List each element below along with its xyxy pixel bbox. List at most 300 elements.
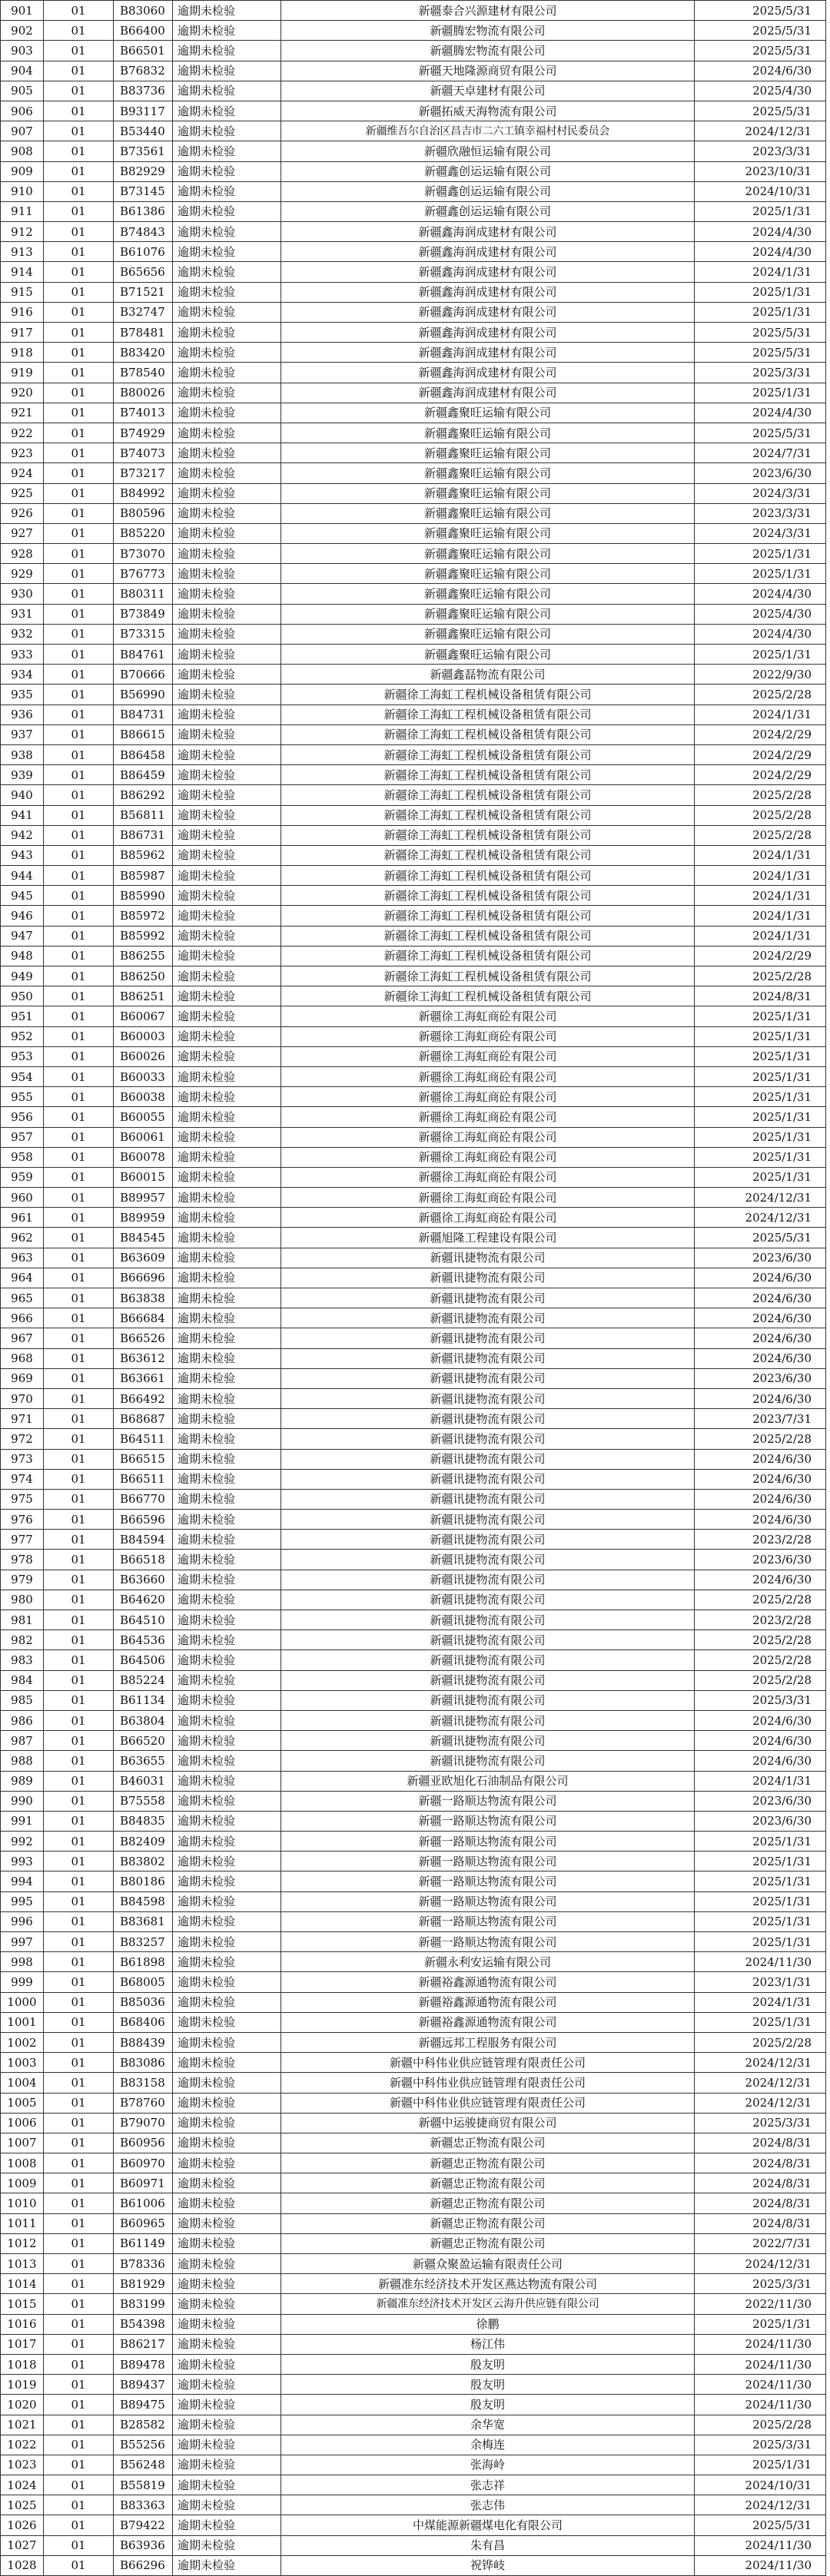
plate-type-cell: 01 [44,1911,114,1931]
plate-type-cell: 01 [44,21,114,41]
table-row [1,685,826,705]
plate-number-cell: B89475 [114,2395,173,2415]
table-row [1,2053,826,2073]
status-cell: 逾期未检验 [173,1388,281,1408]
table-row [1,1368,826,1388]
status-cell: 逾期未检验 [173,1006,281,1026]
owner-name-cell: 新疆忠正物流有限公司 [281,2193,695,2213]
inspection-due-date-cell: 2025/4/30 [695,604,826,624]
owner-name-cell: 新疆鑫聚旺运输有限公司 [281,423,695,443]
row-number-cell: 964 [1,1268,44,1288]
row-number-cell: 970 [1,1388,44,1408]
table-row [1,744,826,764]
plate-type-cell: 01 [44,946,114,966]
inspection-due-date-cell: 2023/6/30 [695,1248,826,1268]
owner-name-cell: 新疆徐工海虹商砼有限公司 [281,1167,695,1187]
plate-number-cell: B56248 [114,2455,173,2475]
plate-type-cell: 01 [44,1087,114,1107]
plate-type-cell: 01 [44,1228,114,1248]
plate-number-cell: B56811 [114,805,173,825]
plate-number-cell: B84731 [114,705,173,724]
owner-name-cell: 新疆讯捷物流有限公司 [281,1530,695,1550]
plate-type-cell: 01 [44,1751,114,1771]
row-number-cell: 1013 [1,2254,44,2274]
row-number-cell: 1015 [1,2294,44,2314]
owner-name-cell: 新疆亚欧旭化石油制品有限公司 [281,1771,695,1791]
owner-name-cell: 新疆鑫聚旺运输有限公司 [281,403,695,423]
plate-type-cell: 01 [44,564,114,584]
row-number-cell: 1009 [1,2173,44,2193]
status-cell: 逾期未检验 [173,604,281,624]
inspection-due-date-cell: 2024/2/29 [695,765,826,785]
status-cell: 逾期未检验 [173,383,281,403]
inspection-due-date-cell: 2024/12/31 [695,2053,826,2073]
row-number-cell: 976 [1,1510,44,1530]
status-cell: 逾期未检验 [173,946,281,966]
plate-type-cell: 01 [44,1368,114,1388]
status-cell: 逾期未检验 [173,2032,281,2052]
status-cell: 逾期未检验 [173,1046,281,1066]
owner-name-cell: 新疆鑫海润成建材有限公司 [281,242,695,262]
table-row [1,463,826,483]
plate-type-cell: 01 [44,1530,114,1550]
row-number-cell: 929 [1,564,44,584]
table-row [1,2435,826,2455]
inspection-due-date-cell: 2023/7/31 [695,1409,826,1429]
row-number-cell: 1012 [1,2233,44,2253]
table-row [1,564,826,584]
status-cell: 逾期未检验 [173,443,281,463]
owner-name-cell: 杨江伟 [281,2334,695,2354]
row-number-cell: 978 [1,1550,44,1570]
status-cell: 逾期未检验 [173,1710,281,1730]
row-number-cell: 963 [1,1248,44,1268]
plate-type-cell: 01 [44,2093,114,2113]
row-number-cell: 949 [1,966,44,986]
owner-name-cell: 新疆中运骏捷商贸有限公司 [281,2113,695,2133]
row-number-cell: 955 [1,1087,44,1107]
inspection-due-date-cell: 2025/1/31 [695,383,826,403]
owner-name-cell: 新疆一路顺达物流有限公司 [281,1832,695,1852]
table-row [1,1348,826,1368]
row-number-cell: 930 [1,584,44,604]
row-number-cell: 1007 [1,2133,44,2153]
plate-type-cell: 01 [44,1871,114,1891]
plate-number-cell: B71521 [114,282,173,302]
plate-number-cell: B83199 [114,2294,173,2314]
inspection-due-date-cell: 2024/8/31 [695,2133,826,2153]
inspection-due-date-cell: 2023/6/30 [695,1811,826,1831]
row-number-cell: 944 [1,866,44,886]
table-row [1,1731,826,1751]
status-cell: 逾期未检验 [173,141,281,161]
status-cell: 逾期未检验 [173,523,281,543]
row-number-cell: 1018 [1,2354,44,2374]
inspection-due-date-cell: 2025/1/31 [695,1911,826,1931]
row-number-cell: 934 [1,665,44,685]
status-cell: 逾期未检验 [173,1911,281,1931]
owner-name-cell: 新疆徐工海虹商砼有限公司 [281,1026,695,1046]
inspection-due-date-cell: 2025/2/28 [695,825,826,845]
plate-type-cell: 01 [44,2053,114,2073]
table-row [1,2274,826,2294]
inspection-due-date-cell: 2022/11/30 [695,2294,826,2314]
status-cell: 逾期未检验 [173,685,281,705]
owner-name-cell: 新疆天地隆源商贸有限公司 [281,61,695,81]
plate-number-cell: B86255 [114,946,173,966]
row-number-cell: 936 [1,705,44,724]
table-row [1,1570,826,1590]
plate-number-cell: B66526 [114,1328,173,1348]
owner-name-cell: 新疆天卓建材有限公司 [281,81,695,101]
table-row [1,242,826,262]
plate-number-cell: B80186 [114,1871,173,1891]
plate-type-cell: 01 [44,2274,114,2294]
table-row [1,1147,826,1167]
inspection-due-date-cell: 2023/6/30 [695,1368,826,1388]
plate-number-cell: B60061 [114,1127,173,1147]
plate-number-cell: B84594 [114,1530,173,1550]
status-cell: 逾期未检验 [173,403,281,423]
inspection-due-date-cell: 2024/11/30 [695,2354,826,2374]
status-cell: 逾期未检验 [173,2435,281,2455]
row-number-cell: 1010 [1,2193,44,2213]
plate-number-cell: B82409 [114,1832,173,1852]
status-cell: 逾期未检验 [173,866,281,886]
row-number-cell: 956 [1,1107,44,1127]
inspection-due-date-cell: 2024/6/30 [695,1328,826,1348]
owner-name-cell: 新疆徐工海虹工程机械设备租赁有限公司 [281,825,695,845]
plate-type-cell: 01 [44,705,114,724]
owner-name-cell: 新疆鑫创运运输有限公司 [281,201,695,221]
plate-type-cell: 01 [44,1409,114,1429]
table-row [1,1530,826,1550]
row-number-cell: 923 [1,443,44,463]
inspection-due-date-cell: 2025/1/31 [695,1066,826,1086]
row-number-cell: 1021 [1,2415,44,2435]
status-cell: 逾期未检验 [173,926,281,946]
table-row [1,403,826,423]
table-row [1,624,826,644]
inspection-due-date-cell: 2025/1/31 [695,1046,826,1066]
plate-type-cell: 01 [44,645,114,665]
row-number-cell: 958 [1,1147,44,1167]
plate-number-cell: B60970 [114,2153,173,2173]
row-number-cell: 942 [1,825,44,845]
plate-type-cell: 01 [44,2475,114,2495]
inspection-due-date-cell: 2025/5/31 [695,41,826,61]
table-row [1,645,826,665]
plate-number-cell: B68406 [114,2012,173,2032]
plate-number-cell: B86217 [114,2334,173,2354]
plate-number-cell: B32747 [114,302,173,322]
table-row [1,262,826,282]
status-cell: 逾期未检验 [173,1550,281,1570]
owner-name-cell: 新疆裕鑫源通物流有限公司 [281,1972,695,1992]
row-number-cell: 984 [1,1670,44,1690]
row-number-cell: 939 [1,765,44,785]
status-cell: 逾期未检验 [173,2213,281,2233]
plate-number-cell: B70666 [114,665,173,685]
inspection-due-date-cell: 2025/3/31 [695,2274,826,2294]
table-row [1,1066,826,1086]
table-row [1,1489,826,1509]
row-number-cell: 941 [1,805,44,825]
table-row [1,101,826,121]
row-number-cell: 1005 [1,2093,44,2113]
table-row [1,2375,826,2395]
status-cell: 逾期未检验 [173,1328,281,1348]
inspection-due-date-cell: 2024/11/30 [695,2334,826,2354]
owner-name-cell: 新疆徐工海虹商砼有限公司 [281,1188,695,1208]
row-number-cell: 906 [1,101,44,121]
owner-name-cell: 新疆鑫聚旺运输有限公司 [281,544,695,564]
status-cell: 逾期未检验 [173,1429,281,1449]
table-row [1,2334,826,2354]
plate-number-cell: B63612 [114,1348,173,1368]
table-row [1,1409,826,1429]
owner-name-cell: 新疆讯捷物流有限公司 [281,1248,695,1268]
status-cell: 逾期未检验 [173,2133,281,2153]
status-cell: 逾期未检验 [173,544,281,564]
plate-type-cell: 01 [44,101,114,121]
inspection-due-date-cell: 2024/1/31 [695,705,826,724]
owner-name-cell: 新疆忠正物流有限公司 [281,2133,695,2153]
table-row [1,1127,826,1147]
inspection-due-date-cell: 2024/6/30 [695,1570,826,1590]
plate-type-cell: 01 [44,141,114,161]
plate-number-cell: B60078 [114,1147,173,1167]
plate-number-cell: B54398 [114,2314,173,2334]
plate-number-cell: B79070 [114,2113,173,2133]
table-row [1,1751,826,1771]
inspection-due-date-cell: 2024/6/30 [695,1348,826,1368]
owner-name-cell: 新疆鑫聚旺运输有限公司 [281,503,695,523]
plate-number-cell: B66596 [114,1510,173,1530]
row-number-cell: 1008 [1,2153,44,2173]
plate-number-cell: B83158 [114,2073,173,2093]
plate-type-cell: 01 [44,2354,114,2374]
status-cell: 逾期未检验 [173,121,281,141]
inspection-due-date-cell: 2025/5/31 [695,1,826,21]
row-number-cell: 1004 [1,2073,44,2093]
plate-type-cell: 01 [44,1932,114,1952]
plate-type-cell: 01 [44,1731,114,1751]
plate-type-cell: 01 [44,1510,114,1530]
status-cell: 逾期未检验 [173,1,281,21]
plate-type-cell: 01 [44,1388,114,1408]
table-row [1,1208,826,1228]
table-row [1,2475,826,2495]
inspection-due-date-cell: 2024/1/31 [695,1771,826,1791]
plate-number-cell: B60026 [114,1046,173,1066]
row-number-cell: 919 [1,363,44,383]
row-number-cell: 983 [1,1650,44,1670]
plate-number-cell: B89437 [114,2375,173,2395]
row-number-cell: 965 [1,1288,44,1308]
owner-name-cell: 新疆鑫海润成建材有限公司 [281,302,695,322]
table-row [1,1650,826,1670]
table-row [1,1328,826,1348]
plate-number-cell: B83420 [114,343,173,363]
table-row [1,825,826,845]
table-row [1,2294,826,2314]
inspection-due-date-cell: 2024/1/31 [695,845,826,865]
plate-type-cell: 01 [44,2294,114,2314]
row-number-cell: 1011 [1,2213,44,2233]
inspection-due-date-cell: 2025/1/31 [695,2314,826,2334]
owner-name-cell: 新疆讯捷物流有限公司 [281,1510,695,1530]
plate-type-cell: 01 [44,1308,114,1328]
plate-type-cell: 01 [44,624,114,644]
plate-type-cell: 01 [44,2375,114,2395]
row-number-cell: 952 [1,1026,44,1046]
row-number-cell: 985 [1,1690,44,1710]
row-number-cell: 966 [1,1308,44,1328]
inspection-due-date-cell: 2024/11/30 [695,2555,826,2575]
table-row [1,1087,826,1107]
inspection-due-date-cell: 2024/1/31 [695,906,826,926]
table-row [1,2213,826,2233]
inspection-due-date-cell: 2023/3/31 [695,503,826,523]
plate-number-cell: B66296 [114,2555,173,2575]
status-cell: 逾期未检验 [173,463,281,483]
plate-number-cell: B28582 [114,2415,173,2435]
owner-name-cell: 新疆徐工海虹商砼有限公司 [281,1087,695,1107]
plate-type-cell: 01 [44,302,114,322]
plate-type-cell: 01 [44,926,114,946]
status-cell: 逾期未检验 [173,886,281,906]
plate-type-cell: 01 [44,242,114,262]
inspection-due-date-cell: 2025/1/31 [695,1087,826,1107]
inspection-due-date-cell: 2025/2/28 [695,2032,826,2052]
row-number-cell: 945 [1,886,44,906]
owner-name-cell: 新疆徐工海虹工程机械设备租赁有限公司 [281,886,695,906]
plate-type-cell: 01 [44,685,114,705]
status-cell: 逾期未检验 [173,645,281,665]
plate-number-cell: B64620 [114,1590,173,1610]
plate-type-cell: 01 [44,41,114,61]
status-cell: 逾期未检验 [173,2254,281,2274]
plate-number-cell: B66501 [114,41,173,61]
table-row [1,523,826,543]
owner-name-cell: 新疆腾宏物流有限公司 [281,41,695,61]
status-cell: 逾期未检验 [173,2012,281,2032]
status-cell: 逾期未检验 [173,2535,281,2555]
table-row [1,1710,826,1730]
plate-type-cell: 01 [44,604,114,624]
table-row [1,2395,826,2415]
table-row [1,604,826,624]
status-cell: 逾期未检验 [173,242,281,262]
plate-type-cell: 01 [44,845,114,865]
row-number-cell: 933 [1,645,44,665]
plate-number-cell: B85224 [114,1670,173,1690]
status-cell: 逾期未检验 [173,61,281,81]
table-row [1,2495,826,2515]
inspection-due-date-cell: 2025/4/30 [695,81,826,101]
inspection-due-date-cell: 2025/2/28 [695,1670,826,1690]
status-cell: 逾期未检验 [173,1188,281,1208]
owner-name-cell: 新疆徐工海虹商砼有限公司 [281,1147,695,1167]
row-number-cell: 909 [1,161,44,181]
row-number-cell: 951 [1,1006,44,1026]
inspection-due-date-cell: 2024/11/30 [695,2535,826,2555]
status-cell: 逾期未检验 [173,1087,281,1107]
row-number-cell: 904 [1,61,44,81]
status-cell: 逾期未检验 [173,624,281,644]
status-cell: 逾期未检验 [173,2073,281,2093]
plate-type-cell: 01 [44,825,114,845]
row-number-cell: 979 [1,1570,44,1590]
inspection-due-date-cell: 2024/6/30 [695,1710,826,1730]
table-row [1,363,826,383]
row-number-cell: 914 [1,262,44,282]
plate-type-cell: 01 [44,2535,114,2555]
inspection-due-date-cell: 2025/2/28 [695,2415,826,2435]
plate-type-cell: 01 [44,262,114,282]
owner-name-cell: 新疆鑫海润成建材有限公司 [281,323,695,343]
inspection-due-date-cell: 2025/1/31 [695,1852,826,1871]
table-row [1,1771,826,1791]
row-number-cell: 1025 [1,2495,44,2515]
table-row [1,2012,826,2032]
plate-type-cell: 01 [44,1811,114,1831]
owner-name-cell: 新疆鑫创运运输有限公司 [281,181,695,201]
row-number-cell: 1002 [1,2032,44,2052]
plate-number-cell: B83736 [114,81,173,101]
owner-name-cell: 新疆讯捷物流有限公司 [281,1590,695,1610]
owner-name-cell: 新疆中科伟业供应链管理有限责任公司 [281,2053,695,2073]
table-row [1,2032,826,2052]
status-cell: 逾期未检验 [173,1530,281,1550]
owner-name-cell: 新疆裕鑫源通物流有限公司 [281,2012,695,2032]
inspection-due-date-cell: 2025/5/31 [695,2515,826,2535]
plate-type-cell: 01 [44,1852,114,1871]
inspection-due-date-cell: 2024/12/31 [695,1188,826,1208]
row-number-cell: 908 [1,141,44,161]
owner-name-cell: 中煤能源新疆煤电化有限公司 [281,2515,695,2535]
owner-name-cell: 新疆讯捷物流有限公司 [281,1630,695,1650]
inspection-due-date-cell: 2025/3/31 [695,1690,826,1710]
inspection-due-date-cell: 2024/12/31 [695,2093,826,2113]
plate-number-cell: B60956 [114,2133,173,2153]
plate-type-cell: 01 [44,1489,114,1509]
plate-number-cell: B78481 [114,323,173,343]
table-row [1,21,826,41]
status-cell: 逾期未检验 [173,744,281,764]
owner-name-cell: 新疆徐工海虹工程机械设备租赁有限公司 [281,805,695,825]
table-row [1,805,826,825]
owner-name-cell: 徐鹏 [281,2314,695,2334]
row-number-cell: 993 [1,1852,44,1871]
table-row [1,2254,826,2274]
owner-name-cell: 殷友明 [281,2354,695,2374]
row-number-cell: 999 [1,1972,44,1992]
plate-number-cell: B83060 [114,1,173,21]
plate-type-cell: 01 [44,483,114,503]
inspection-due-date-cell: 2024/6/30 [695,1308,826,1328]
row-number-cell: 932 [1,624,44,644]
status-cell: 逾期未检验 [173,1208,281,1228]
owner-name-cell: 新疆讯捷物流有限公司 [281,1610,695,1630]
status-cell: 逾期未检验 [173,1368,281,1388]
owner-name-cell: 新疆讯捷物流有限公司 [281,1731,695,1751]
status-cell: 逾期未检验 [173,161,281,181]
plate-type-cell: 01 [44,2073,114,2093]
table-row [1,665,826,685]
owner-name-cell: 新疆鑫聚旺运输有限公司 [281,645,695,665]
